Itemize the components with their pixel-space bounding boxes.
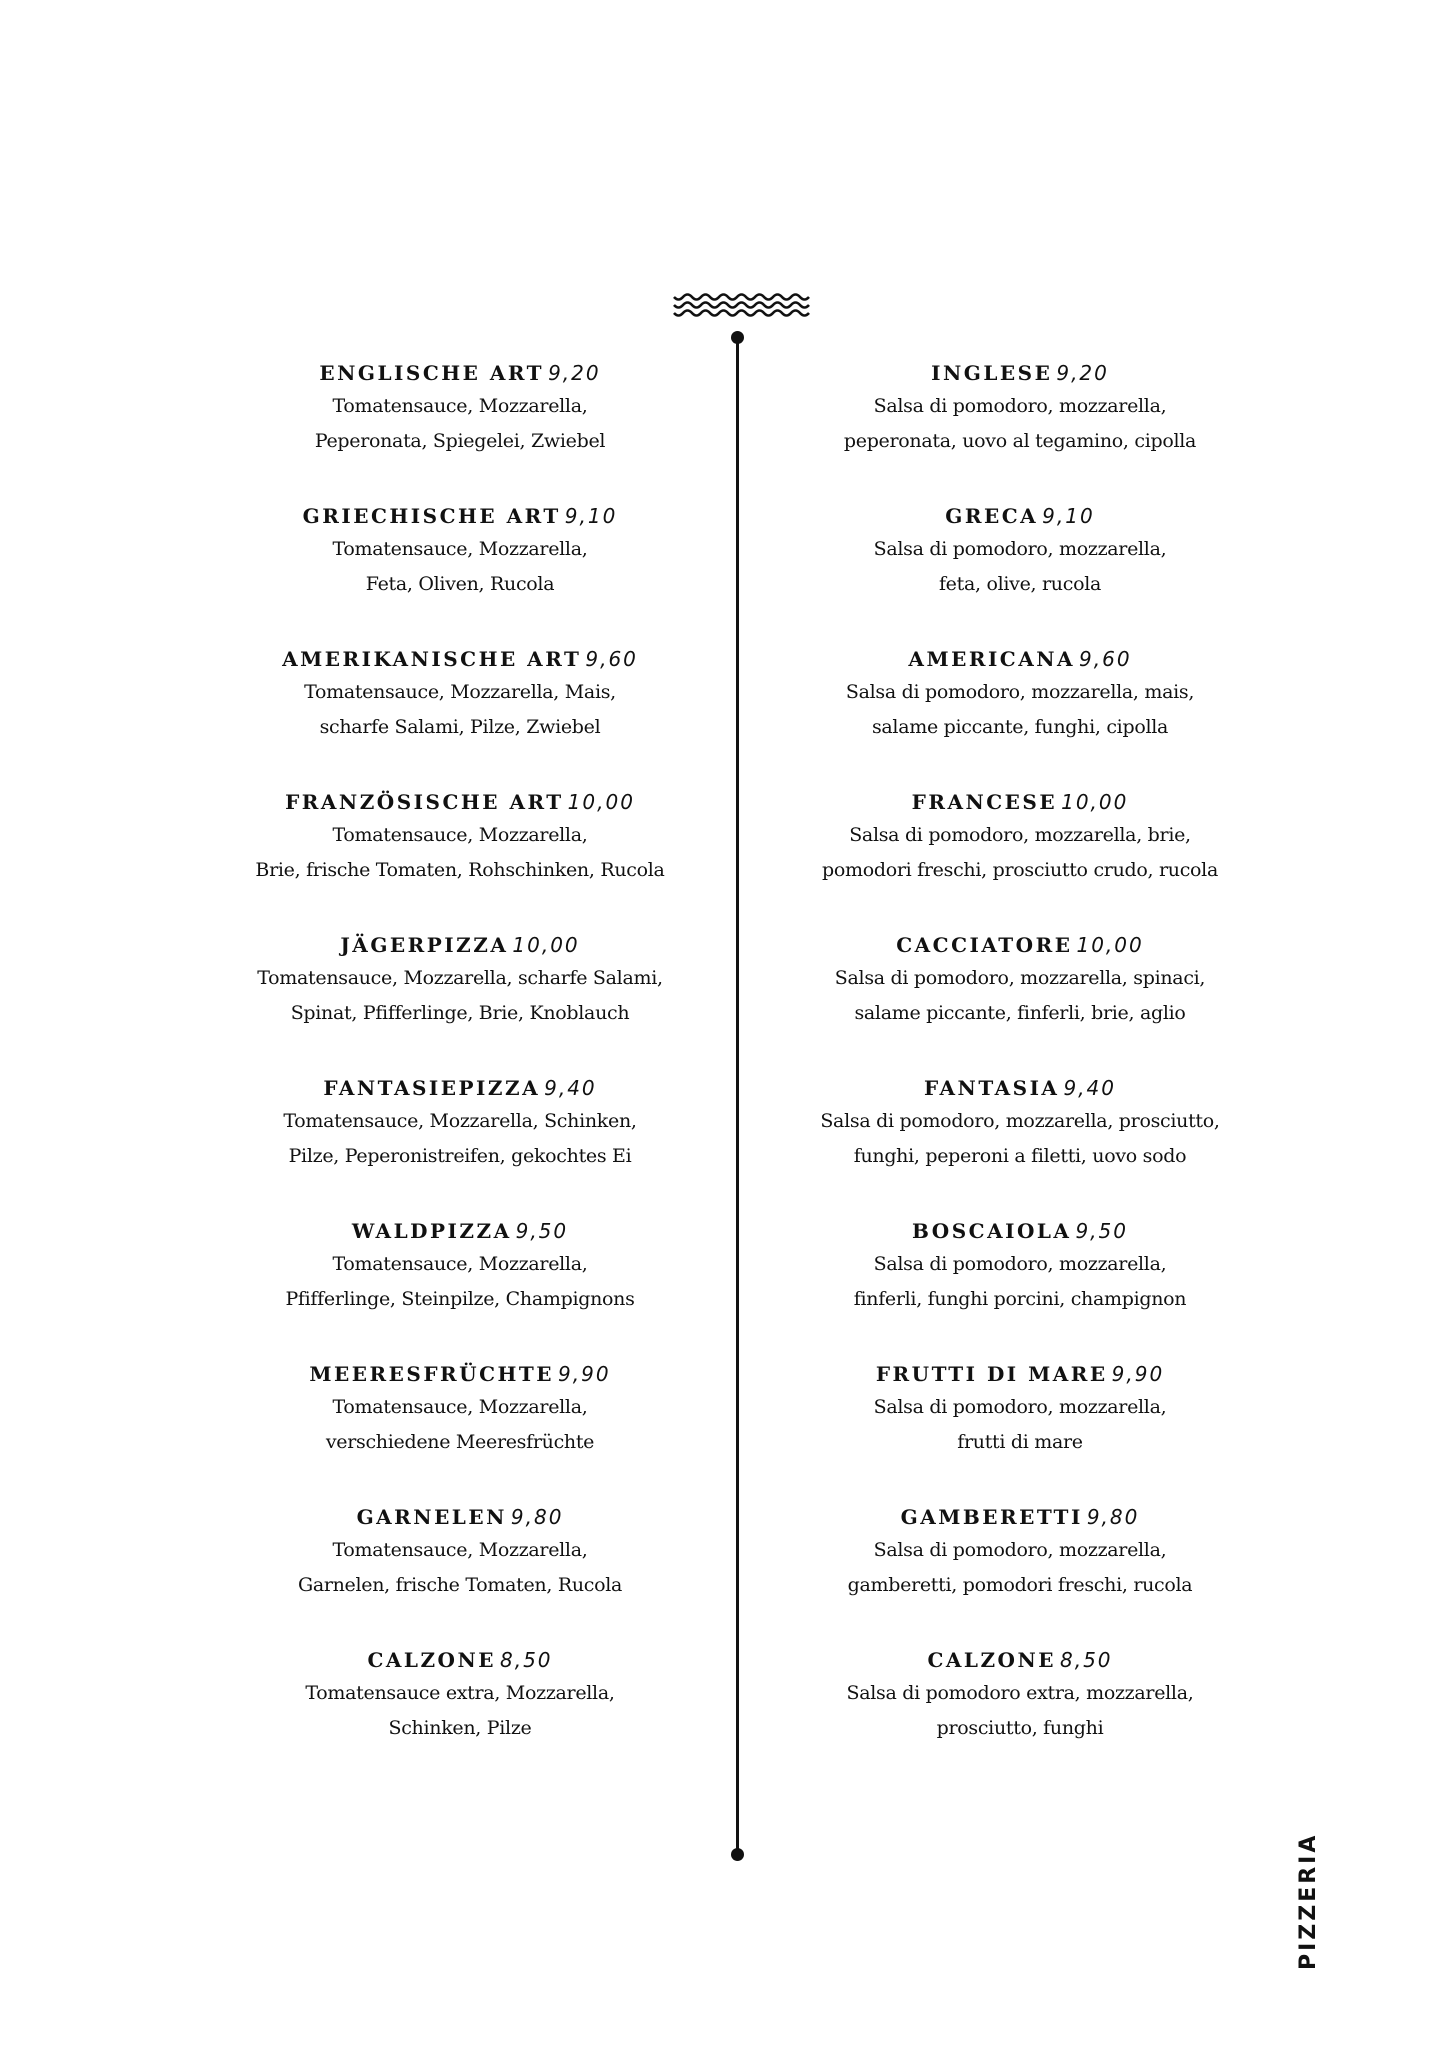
menu-item-ingredients-line-1: Salsa di pomodoro, mozzarella, brie,	[849, 824, 1191, 846]
menu-item	[760, 357, 1280, 500]
menu-item-name: CACCIATORE	[896, 933, 1073, 957]
menu-item-ingredients-line-2: pomodori freschi, prosciutto crudo, rucola	[822, 859, 1218, 881]
menu-item-title	[200, 1215, 720, 1247]
menu-item-title	[200, 929, 720, 961]
menu-item-ingredients-line-1: Tomatensauce extra, Mozzarella,	[305, 1682, 615, 1704]
section-label: PIZZERIA	[1296, 1832, 1321, 1970]
menu-item-title	[760, 786, 1280, 818]
menu-item-ingredients-line-1: Tomatensauce, Mozzarella, Schinken,	[283, 1110, 637, 1132]
menu-item-title	[760, 500, 1280, 532]
menu-item-title	[760, 643, 1280, 675]
italian-menu-column	[760, 357, 1280, 1787]
menu-item	[200, 1072, 720, 1215]
menu-item-price: 10,00	[1061, 790, 1129, 814]
menu-item-title	[760, 357, 1280, 389]
divider-bottom-dot	[731, 1848, 744, 1861]
menu-item-price: 10,00	[1076, 933, 1144, 957]
menu-item-title	[200, 1072, 720, 1104]
menu-item-ingredients-line-2: funghi, peperoni a filetti, uovo sodo	[853, 1145, 1187, 1167]
menu-item-ingredients-line-1: Salsa di pomodoro, mozzarella,	[873, 395, 1167, 417]
menu-item-ingredients-line-2: verschiedene Meeresfrüchte	[325, 1431, 595, 1453]
menu-item-price: 8,50	[500, 1648, 553, 1672]
menu-item-ingredients-line-1: Tomatensauce, Mozzarella,	[332, 824, 588, 846]
menu-item-title	[200, 643, 720, 675]
divider-top-dot	[731, 331, 744, 344]
menu-item-name: ENGLISCHE ART	[319, 361, 545, 385]
menu-item	[200, 1644, 720, 1787]
menu-item-name: FANTASIEPIZZA	[323, 1076, 541, 1100]
menu-item	[200, 1215, 720, 1358]
menu-item	[760, 929, 1280, 1072]
menu-item-ingredients-line-2: peperonata, uovo al tegamino, cipolla	[843, 430, 1197, 452]
menu-item-name: MEERESFRÜCHTE	[309, 1362, 555, 1386]
menu-item-ingredients-line-2: finferli, funghi porcini, champignon	[853, 1288, 1187, 1310]
menu-item-price: 9,20	[548, 361, 601, 385]
menu-item-ingredients-line-1: Salsa di pomodoro, mozzarella,	[873, 538, 1167, 560]
menu-item-name: GRIECHISCHE ART	[302, 504, 561, 528]
menu-item-title	[200, 1501, 720, 1533]
menu-item-title	[760, 1501, 1280, 1533]
menu-item	[760, 643, 1280, 786]
menu-item-name: GRECA	[945, 504, 1039, 528]
menu-item-name: CALZONE	[367, 1648, 496, 1672]
menu-item-ingredients-line-2: Brie, frische Tomaten, Rohschinken, Rucola	[255, 859, 665, 881]
menu-item-name: AMERICANA	[908, 647, 1076, 671]
menu-item-ingredients-line-2: scharfe Salami, Pilze, Zwiebel	[319, 716, 601, 738]
menu-item	[200, 357, 720, 500]
menu-item-ingredients-line-1: Tomatensauce, Mozzarella,	[332, 395, 588, 417]
menu-item-title	[760, 1072, 1280, 1104]
menu-item-ingredients-line-2: salame piccante, funghi, cipolla	[871, 716, 1169, 738]
menu-item-ingredients-line-2: prosciutto, funghi	[936, 1717, 1104, 1739]
menu-item-name: BOSCAIOLA	[912, 1219, 1072, 1243]
menu-item-title	[200, 1358, 720, 1390]
menu-item-name: CALZONE	[927, 1648, 1056, 1672]
menu-item-ingredients-line-1: Tomatensauce, Mozzarella,	[332, 538, 588, 560]
menu-item-title	[760, 1644, 1280, 1676]
menu-item-ingredients-line-1: Tomatensauce, Mozzarella, Mais,	[304, 681, 616, 703]
menu-item	[760, 1644, 1280, 1787]
menu-item-name: INGLESE	[931, 361, 1053, 385]
menu-item-ingredients-line-2: Peperonata, Spiegelei, Zwiebel	[314, 430, 606, 452]
menu-item-price: 10,00	[567, 790, 635, 814]
menu-item-name: FRANCESE	[911, 790, 1058, 814]
menu-item-ingredients-line-2: Pilze, Peperonistreifen, gekochtes Ei	[288, 1145, 632, 1167]
menu-item-title	[200, 500, 720, 532]
menu-item-price: 8,50	[1060, 1648, 1113, 1672]
menu-item-ingredients-line-2: Schinken, Pilze	[388, 1717, 532, 1739]
menu-item-ingredients-line-1: Salsa di pomodoro extra, mozzarella,	[846, 1682, 1194, 1704]
menu-item-title	[200, 1644, 720, 1676]
menu-item-price: 9,60	[1079, 647, 1132, 671]
menu-item	[760, 1501, 1280, 1644]
menu-item	[760, 786, 1280, 929]
menu-item-price: 9,40	[1063, 1076, 1116, 1100]
menu-item-ingredients-line-2: Spinat, Pfifferlinge, Brie, Knoblauch	[290, 1002, 630, 1024]
menu-item-ingredients-line-2: Pfifferlinge, Steinpilze, Champignons	[285, 1288, 635, 1310]
menu-item-ingredients-line-2: Feta, Oliven, Rucola	[365, 573, 555, 595]
menu-item	[200, 1501, 720, 1644]
menu-item-ingredients-line-2: gamberetti, pomodori freschi, rucola	[847, 1574, 1193, 1596]
menu-item-price: 9,90	[1111, 1362, 1165, 1386]
menu-item-title	[200, 357, 720, 389]
menu-item	[760, 500, 1280, 643]
menu-item-ingredients-line-1: Salsa di pomodoro, mozzarella,	[873, 1396, 1167, 1418]
menu-item	[200, 929, 720, 1072]
menu-item-name: JÄGERPIZZA	[340, 933, 509, 957]
column-divider	[736, 337, 739, 1855]
menu-item-price: 9,90	[558, 1362, 611, 1386]
menu-item-price: 9,10	[564, 504, 618, 528]
waves-icon	[672, 292, 816, 320]
menu-item-price: 9,80	[1086, 1505, 1140, 1529]
menu-item	[760, 1072, 1280, 1215]
menu-item-ingredients-line-1: Tomatensauce, Mozzarella,	[332, 1539, 588, 1561]
menu-item-ingredients-line-2: feta, olive, rucola	[938, 573, 1102, 595]
menu-item-name: GARNELEN	[356, 1505, 507, 1529]
menu-item-name: GAMBERETTI	[900, 1505, 1083, 1529]
menu-item-price: 9,60	[585, 647, 638, 671]
menu-item-title	[760, 929, 1280, 961]
menu-item-name: FRUTTI DI MARE	[875, 1362, 1108, 1386]
menu-item	[200, 786, 720, 929]
menu-item-ingredients-line-1: Salsa di pomodoro, mozzarella, spinaci,	[834, 967, 1206, 989]
german-menu-column	[200, 357, 720, 1787]
menu-item	[760, 1358, 1280, 1501]
menu-item-name: FANTASIA	[924, 1076, 1060, 1100]
menu-item-ingredients-line-1: Salsa di pomodoro, mozzarella, mais,	[845, 681, 1195, 703]
menu-item-name: FRANZÖSISCHE ART	[285, 790, 564, 814]
menu-item-ingredients-line-1: Salsa di pomodoro, mozzarella,	[873, 1539, 1167, 1561]
menu-item-price: 9,10	[1042, 504, 1095, 528]
menu-item-price: 9,20	[1056, 361, 1109, 385]
menu-item-ingredients-line-1: Tomatensauce, Mozzarella,	[332, 1396, 588, 1418]
menu-item-title	[760, 1215, 1280, 1247]
menu-item	[200, 643, 720, 786]
menu-item-name: WALDPIZZA	[351, 1219, 512, 1243]
menu-item-price: 9,80	[510, 1505, 564, 1529]
menu-item-price: 10,00	[512, 933, 580, 957]
menu-item-price: 9,50	[515, 1219, 569, 1243]
menu-item-price: 9,40	[544, 1076, 597, 1100]
menu-item-ingredients-line-2: salame piccante, finferli, brie, aglio	[854, 1002, 1186, 1024]
menu-item-ingredients-line-1: Salsa di pomodoro, mozzarella, prosciutto,	[820, 1110, 1220, 1132]
menu-item-ingredients-line-1: Tomatensauce, Mozzarella,	[332, 1253, 588, 1275]
menu-item	[760, 1215, 1280, 1358]
menu-item-title	[760, 1358, 1280, 1390]
menu-item-ingredients-line-1: Salsa di pomodoro, mozzarella,	[873, 1253, 1167, 1275]
menu-item-ingredients-line-2: frutti di mare	[957, 1431, 1083, 1453]
menu-item-ingredients-line-2: Garnelen, frische Tomaten, Rucola	[297, 1574, 623, 1596]
menu-item-name: AMERIKANISCHE ART	[282, 647, 582, 671]
menu-item	[200, 1358, 720, 1501]
menu-item-ingredients-line-1: Tomatensauce, Mozzarella, scharfe Salami,	[257, 967, 663, 989]
menu-item-title	[200, 786, 720, 818]
menu-item-price: 9,50	[1075, 1219, 1128, 1243]
menu-item	[200, 500, 720, 643]
